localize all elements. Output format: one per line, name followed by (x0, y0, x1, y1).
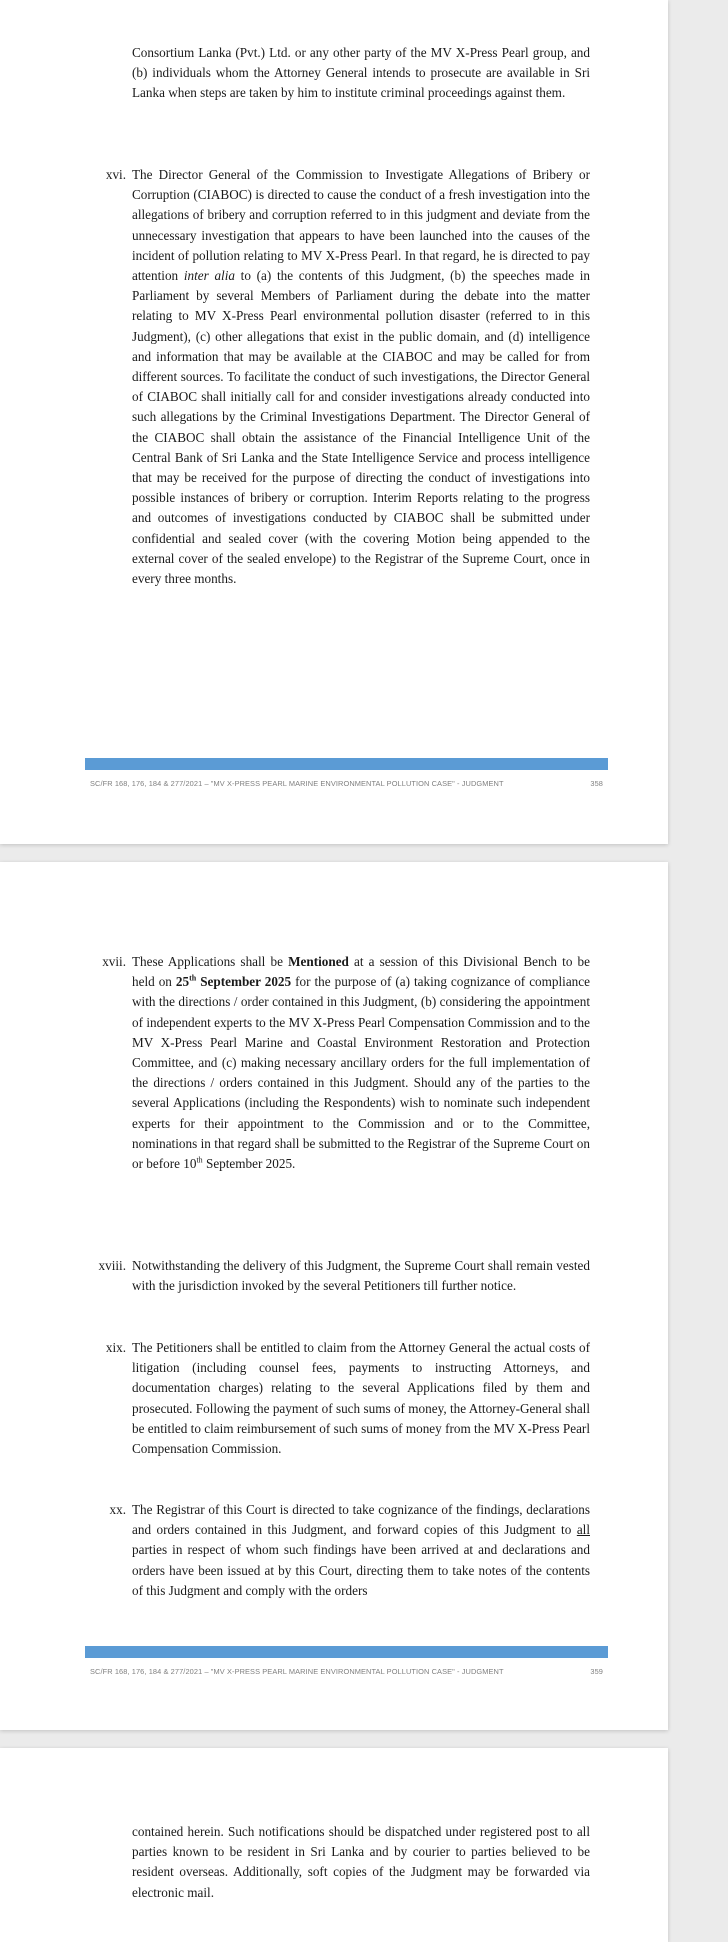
page-number: 358 (590, 779, 603, 788)
page-footer (90, 1667, 603, 1676)
document-page-358 (0, 0, 668, 844)
item-number: xix. (105, 1340, 126, 1355)
footer-bar (85, 758, 608, 770)
order-item-xviii (98, 1256, 590, 1296)
continued-paragraph (132, 1822, 590, 1903)
italic-text: inter alia (183, 268, 235, 284)
item-number: xvii. (102, 954, 126, 969)
paragraph-text: Notwithstanding the delivery of this Judgment, the Supreme Court shall remain vested with the jurisdiction invoked by the several Petitioners till further notice. (132, 1258, 590, 1294)
paragraph-text: These Applications shall be Mentioned at a session of this Divisional Bench to be held on 25th September 2025 for the purpose of (a) taking cognizance of compliance with the directions / order contained in this Judgment, (b) considering the appointment of independent experts to the MV X-Press Pearl Compensation Commission and to the MV X-Press Pearl Marine and Coastal Environment Restoration and Protection Committee, and (c) making necessary ancillary orders for the full implementation of the directions / orders contained in this Judgment. Should any of the parties to the several Applications (including the Respondents) wish to nominate such independent experts for their appointment to the Commission and or to the Committee, nominations in that regard shall be submitted to the Registrar of the Supreme Court on or before 10th September 2025. (132, 954, 590, 1172)
paragraph-text: The Petitioners shall be entitled to claim from the Attorney General the actual costs of litigation (including counsel fees, payments to instructing Attorneys, and documentation charges) relating to the several Applications filed by them and prosecuted. Following the payment of such sums of money, the Attorney-General shall be entitled to claim reimbursement of such sums of money from the MV X-Press Pearl Compensation Commission. (132, 1340, 590, 1457)
page-footer (90, 779, 603, 788)
underlined-text: all (576, 1522, 590, 1538)
order-item-xvi (105, 165, 590, 589)
paragraph-text: The Director General of the Commission to Investigate Allegations of Bribery or Corruption (CIABOC) is directed to cause the conduct of a fresh investigation into the allegations of bribery and corruption referred to in this judgment and deviate from the unnecessary investigation that appears to have been launched into the causes of the incident of pollution relating to MV X-Press Pearl. In that regard, he is directed to pay attention inter alia to (a) the contents of this Judgment, (b) the speeches made in Parliament by several Members of Parliament during the debate into the matter relating to MV X-Press Pearl environmental pollution disaster (referred to in this Judgment), (c) other allegations that exist in the public domain, and (d) intelligence and information that may be available at the CIABOC and may be called for from different sources. To facilitate the conduct of such investigations, the Director General of CIABOC shall initially call for and consider investigations already conducted into such allegations by the Criminal Investigations Department. The Director General of the CIABOC shall obtain the assistance of the Financial Intelligence Unit of the Central Bank of Sri Lanka and the State Intelligence Service and process intelligence that may be received for the purpose of directing the conduct of investigations into possible instances of bribery or corruption. Interim Reports relating to the progress and outcomes of investigations conducted by CIABOC shall be submitted under confidential and sealed cover (with the covering Motion being appended to the external cover of the sealed envelope) to the Registrar of the Supreme Court, once in every three months. (132, 167, 590, 587)
continued-paragraph (132, 43, 590, 104)
paragraph-text: contained herein. Such notifications should be dispatched under registered post to all parties known to be resident in Sri Lanka and by courier to parties believed to be resident overseas. Additionally, soft copies of the Judgment may be forwarded via electronic mail. (132, 1824, 590, 1900)
paragraph-text: Consortium Lanka (Pvt.) Ltd. or any other party of the MV X-Press Pearl group, and (b) individuals whom the Attorney General intends to prosecute are available in Sri Lanka when steps are taken by him to institute criminal proceedings against them. (132, 45, 590, 101)
item-number: xviii. (98, 1258, 126, 1273)
bold-date: 25th September 2025 (175, 973, 292, 990)
item-number: xx. (109, 1502, 126, 1517)
page-number: 359 (590, 1667, 603, 1676)
order-item-xvii (102, 952, 590, 1174)
document-page-359 (0, 862, 668, 1730)
document-page-360 (0, 1748, 668, 1942)
paragraph-text: The Registrar of this Court is directed to take cognizance of the findings, declarations and orders contained in this Judgment, and forward copies of this Judgment to all parties in respect of whom such findings have been arrived at and declarations and orders have been issued at by this Court, directing them to take notes of the contents of this Judgment and comply with the orders (132, 1502, 590, 1598)
footer-case-title: SC/FR 168, 176, 184 & 277/2021 – "MV X-PRESS PEARL MARINE ENVIRONMENTAL POLLUTION CASE" - JUDGMENT (90, 779, 504, 788)
order-item-xx (109, 1500, 590, 1601)
footer-case-title: SC/FR 168, 176, 184 & 277/2021 – "MV X-PRESS PEARL MARINE ENVIRONMENTAL POLLUTION CASE" - JUDGMENT (90, 1667, 504, 1676)
bold-mentioned: Mentioned (288, 954, 349, 969)
order-item-xix (105, 1338, 590, 1459)
footer-bar (85, 1646, 608, 1658)
item-number: xvi. (105, 167, 126, 182)
